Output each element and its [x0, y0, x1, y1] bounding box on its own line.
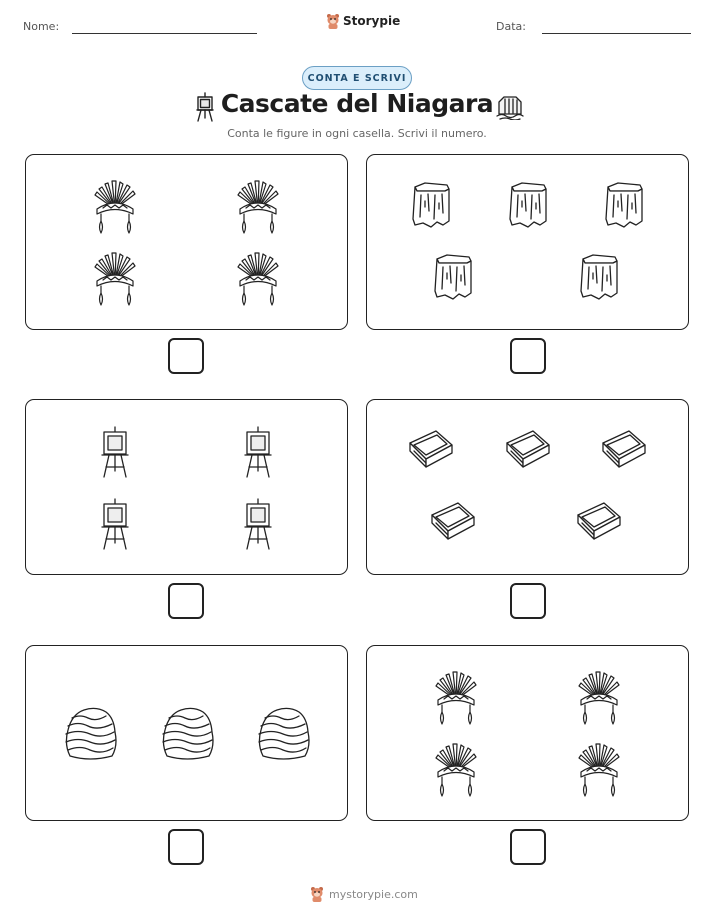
- name-field[interactable]: [72, 33, 257, 34]
- book-icon: [503, 429, 553, 471]
- answer-box-6[interactable]: [510, 829, 546, 865]
- book-icon: [599, 429, 649, 471]
- count-panel-1: [25, 154, 348, 330]
- answer-box-4[interactable]: [510, 583, 546, 619]
- rock-mound-icon: [157, 704, 217, 762]
- instructions: Conta le figure in ogni casella. Scrivi il numero.: [227, 127, 487, 140]
- rock-mound-icon: [253, 704, 313, 762]
- footer: [310, 886, 418, 902]
- easel-icon: [242, 497, 274, 551]
- rock-mound-icon: [60, 704, 120, 762]
- headdress-icon: [573, 742, 625, 798]
- answer-box-5[interactable]: [168, 829, 204, 865]
- count-panel-6: [366, 645, 689, 821]
- mascot-icon: [310, 886, 324, 902]
- waterfall-icon: [496, 94, 524, 120]
- answer-box-1[interactable]: [168, 338, 204, 374]
- date-field[interactable]: [542, 33, 691, 34]
- headdress-icon: [430, 670, 482, 726]
- book-icon: [428, 501, 478, 543]
- easel-icon: [242, 425, 274, 479]
- name-label: Nome:: [23, 20, 60, 33]
- tree-stump-icon: [431, 253, 475, 301]
- tree-stump-icon: [602, 181, 646, 229]
- tree-stump-icon: [577, 253, 621, 301]
- headdress-icon: [232, 251, 284, 307]
- date-label: Data:: [496, 20, 526, 33]
- answer-box-2[interactable]: [510, 338, 546, 374]
- headdress-icon: [573, 670, 625, 726]
- brand-name: Storypie: [343, 14, 401, 28]
- headdress-icon: [430, 742, 482, 798]
- answer-box-3[interactable]: [168, 583, 204, 619]
- tree-stump-icon: [409, 181, 453, 229]
- book-icon: [574, 501, 624, 543]
- page-title: Cascate del Niagara: [220, 89, 494, 118]
- headdress-icon: [232, 179, 284, 235]
- easel-icon: [99, 497, 131, 551]
- activity-badge: CONTA E SCRIVI: [302, 66, 412, 90]
- headdress-icon: [89, 179, 141, 235]
- mascot-icon: [326, 13, 340, 29]
- count-panel-4: [366, 399, 689, 575]
- brand-logo: [326, 13, 400, 29]
- headdress-icon: [89, 251, 141, 307]
- tree-stump-icon: [506, 181, 550, 229]
- footer-url: mystorypie.com: [329, 887, 418, 901]
- book-icon: [406, 429, 456, 471]
- count-panel-3: [25, 399, 348, 575]
- easel-icon: [99, 425, 131, 479]
